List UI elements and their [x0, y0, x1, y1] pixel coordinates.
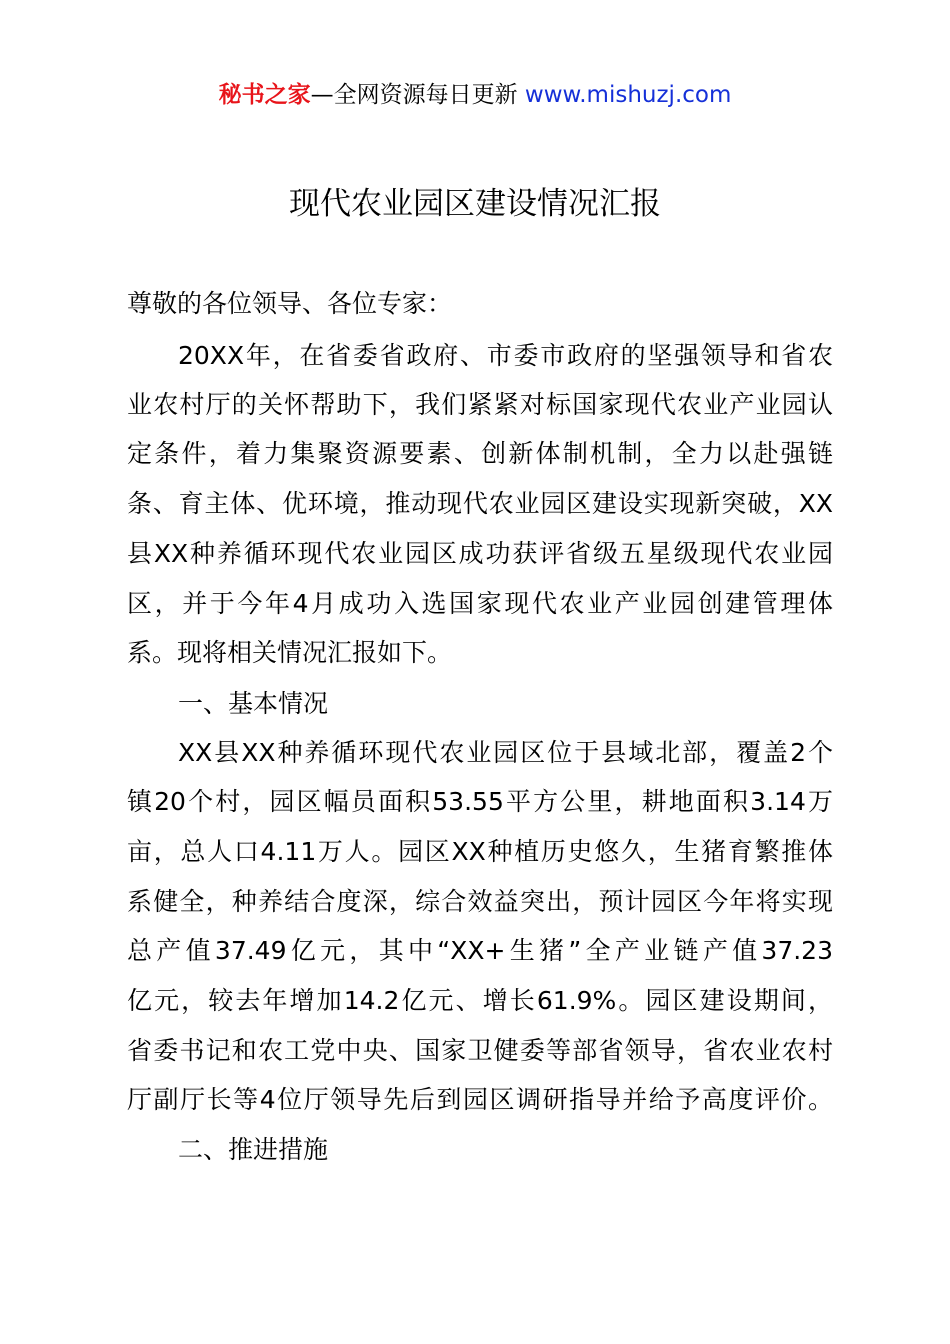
greeting: 尊敬的各位领导、各位专家： [127, 289, 453, 318]
site-url-link[interactable]: www.mishuzj.com [524, 82, 732, 108]
paragraph-line: 20XX年，在省委省政府、市委市政府的坚强领导和省农 [178, 341, 833, 370]
paragraph-line: 镇20个村，园区幅员面积53.55平方公里，耕地面积3.14万 [127, 787, 833, 816]
paragraph-line: 厅副厅长等4位厅领导先后到园区调研指导并给予高度评价。 [127, 1085, 833, 1114]
site-brand: 秘书之家 [218, 82, 311, 108]
paragraph-line: 总产值37.49亿元，其中“XX+生猪”全产业链产值37.23 [127, 936, 833, 965]
document-title: 现代农业园区建设情况汇报 [289, 186, 661, 222]
paragraph-line: 业农村厅的关怀帮助下，我们紧紧对标国家现代农业产业园认 [127, 390, 833, 419]
paragraph-line: 亩，总人口4.11万人。园区XX种植历史悠久，生猪育繁推体 [127, 837, 833, 866]
paragraph-line: 定条件，着力集聚资源要素、创新体制机制，全力以赴强链 [127, 439, 833, 468]
section-heading: 二、推进措施 [178, 1135, 329, 1164]
site-tagline: —全网资源每日更新 [310, 82, 525, 108]
paragraph-line: 亿元，较去年增加14.2亿元、增长61.9%。园区建设期间， [127, 986, 833, 1015]
paragraph-line: 条、育主体、优环境，推动现代农业园区建设实现新突破，XX [127, 489, 833, 518]
paragraph-line: 省委书记和农工党中央、国家卫健委等部省领导，省农业农村 [127, 1036, 833, 1065]
section-heading: 一、基本情况 [178, 689, 329, 718]
paragraph-line: XX县XX种养循环现代农业园区位于县域北部，覆盖2个 [178, 738, 833, 767]
paragraph-line: 系。现将相关情况汇报如下。 [127, 638, 453, 667]
site-header [0, 80, 950, 110]
paragraph-line: 县XX种养循环现代农业园区成功获评省级五星级现代农业园 [127, 539, 833, 568]
paragraph-line: 系健全，种养结合度深，综合效益突出，预计园区今年将实现 [127, 887, 833, 916]
paragraph-line: 区，并于今年4月成功入选国家现代农业产业园创建管理体 [127, 589, 833, 618]
